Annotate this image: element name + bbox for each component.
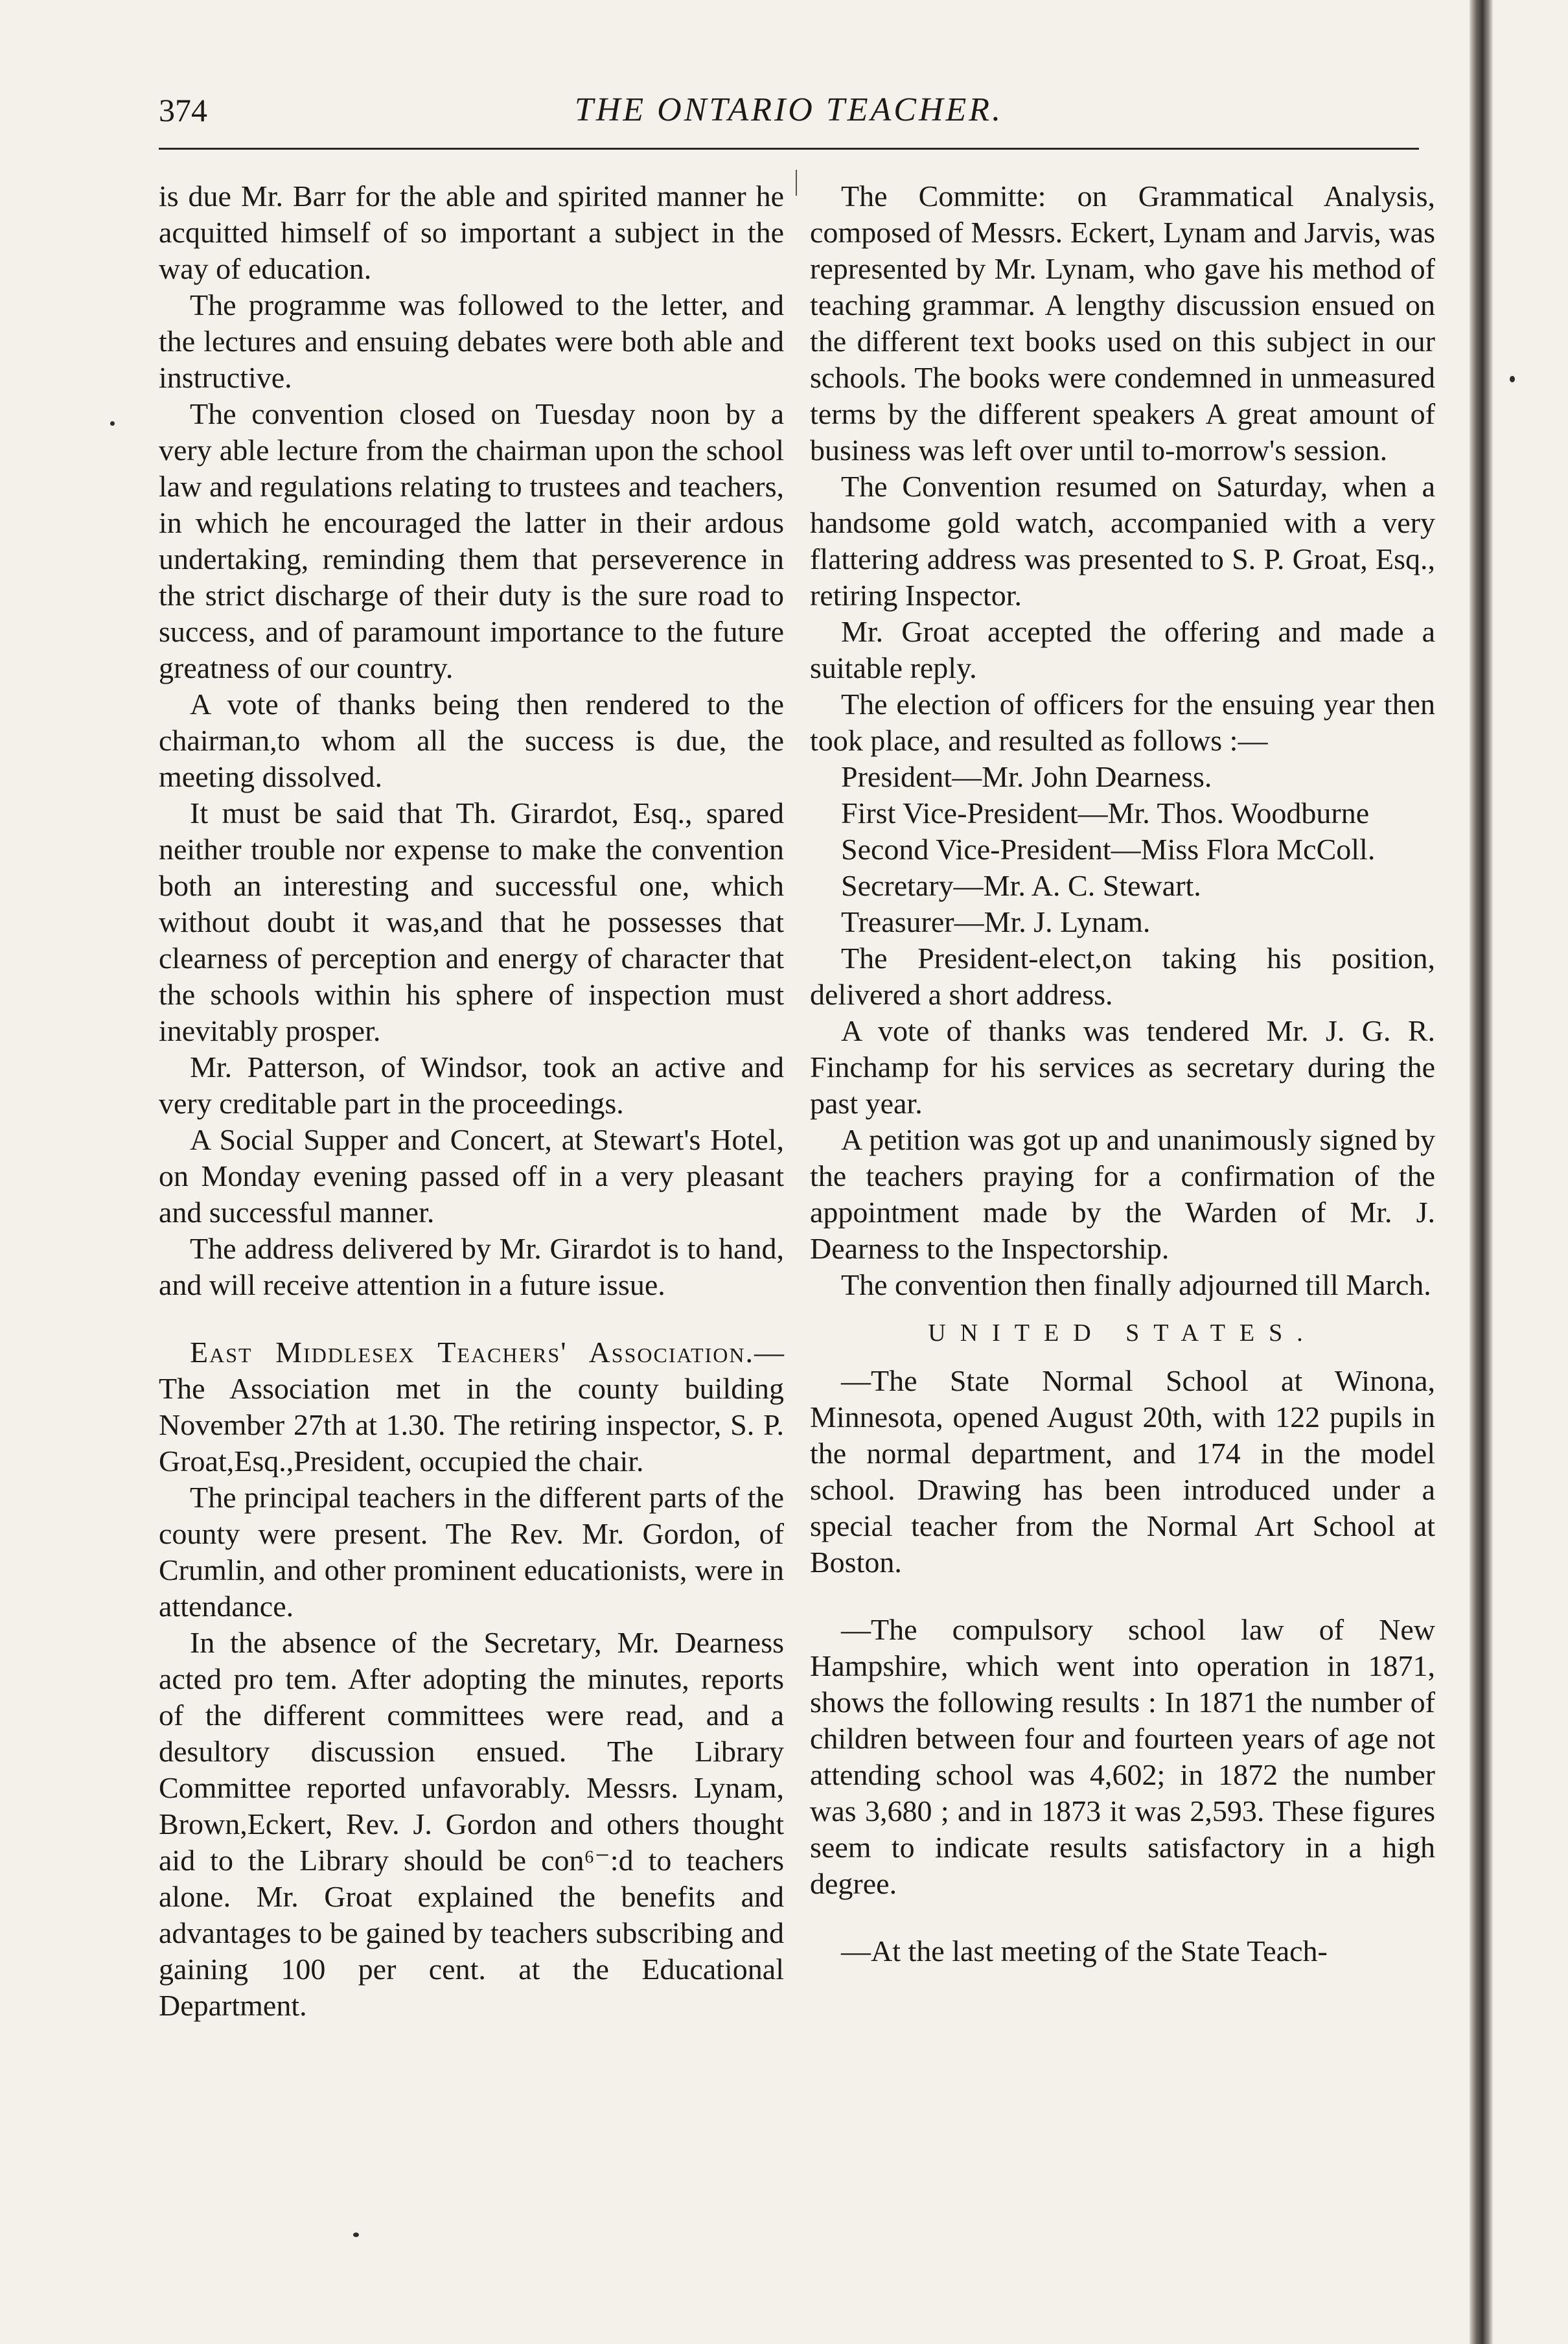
ink-speck	[353, 2233, 359, 2237]
officer-line: Treasurer—Mr. J. Lynam.	[841, 905, 1151, 938]
paragraph: A vote of thanks was tendered Mr. J. G. R. Finchamp for his services as secretary during the past year.	[810, 1014, 1435, 1120]
officer-line: First Vice-President—Mr. Thos. Woodburne	[841, 796, 1370, 830]
paragraph: A Social Supper and Concert, at Stewart's Hotel, on Monday evening passed off in a very pleasant and successful manner.	[159, 1123, 784, 1229]
right-column	[810, 178, 1435, 1969]
east-middlesex-heading: East Middlesex Teachers' Association.	[190, 1336, 754, 1369]
paragraph: The election of officers for the ensuing year then took place, and resulted as follows :—	[810, 688, 1435, 757]
east-middlesex-opening: —The Association met in the county building November 27th at 1.30. The retiring inspector, S. P. Groat,Esq.,President, occupied the chair.	[159, 1336, 784, 1478]
paragraph: The convention closed on Tuesday noon by a very able lecture from the chairman upon the school law and regulations relating to trustees and teachers, in which he encouraged the latter in their ardous undertaking, reminding them that perseverence in the strict discharge of their duty is the sure road to success, and of paramount importance to the future greatness of our country.	[159, 397, 784, 684]
paragraph: The principal teachers in the different parts of the county were present. The Rev. Mr. Gordon, of Crumlin, and other prominent educationists, were in attendance.	[159, 1481, 784, 1623]
page-number: 374	[159, 92, 207, 128]
page-header	[159, 87, 1419, 146]
paragraph: Mr. Groat accepted the offering and made a suitable reply.	[810, 615, 1435, 684]
header-rule	[159, 148, 1419, 150]
paragraph: The programme was followed to the letter, and the lectures and ensuing debates were both able and instructive.	[159, 288, 784, 394]
paragraph: is due Mr. Barr for the able and spirited manner he acquitted himself of so important a subject in the way of education.	[159, 180, 784, 285]
paragraph: The President-elect,on taking his position, delivered a short address.	[810, 942, 1435, 1011]
page-binding-edge	[1470, 0, 1493, 2344]
paragraph: —The State Normal School at Winona, Minnesota, opened August 20th, with 122 pupils in the normal department, and 174 in the model school. Drawing has been introduced under a special teacher from the Normal Art School at Boston.	[810, 1364, 1435, 1579]
paragraph: A vote of thanks being then rendered to the chairman,to whom all the success is due, the meeting dissolved.	[159, 688, 784, 793]
paragraph: The address delivered by Mr. Girardot is to hand, and will receive attention in a future issue.	[159, 1232, 784, 1301]
left-column	[159, 178, 784, 2024]
paragraph: It must be said that Th. Girardot, Esq., spared neither trouble nor expense to make the convention both an interesting and successful one, which without doubt it was,and that he possesses that clearness of perception and energy of character that the schools within his sphere of inspection must inevitably prosper.	[159, 796, 784, 1047]
ink-speck	[1510, 376, 1515, 382]
running-head: THE ONTARIO TEACHER.	[574, 91, 1004, 128]
east-middlesex-intro	[159, 1334, 784, 1480]
ink-speck	[110, 421, 115, 426]
officer-line: Secretary—Mr. A. C. Stewart.	[841, 869, 1201, 902]
paragraph: —At the last meeting of the State Teach-	[841, 1934, 1328, 1967]
paragraph: The convention then finally adjourned till March.	[841, 1268, 1431, 1301]
paragraph: —The compulsory school law of New Hampshire, which went into operation in 1871, shows the following results : In 1871 the number of children between four and fourteen years of age not attending school was 4,602; in 1872 the number was 3,680 ; and in 1873 it was 2,593. These figures seem to indicate results satisfactory in a high degree.	[810, 1613, 1435, 1900]
paragraph: A petition was got up and unanimously signed by the teachers praying for a confirmation of the appointment made by the Warden of Mr. J. Dearness to the Inspectorship.	[810, 1123, 1435, 1265]
paragraph: Mr. Patterson, of Windsor, took an active and very creditable part in the proceedings.	[159, 1050, 784, 1120]
officer-line: Second Vice-President—Miss Flora McColl.	[841, 833, 1376, 866]
paragraph: The Convention resumed on Saturday, when a handsome gold watch, accompanied with a very flattering address was presented to S. P. Groat, Esq., retiring Inspector.	[810, 470, 1435, 612]
column-divider-mark	[796, 170, 797, 196]
officer-line: President—Mr. John Dearness.	[841, 760, 1212, 793]
paragraph: In the absence of the Secretary, Mr. Dearness acted pro tem. After adopting the minutes, reports of the different committees were read, and a desultory discussion ensued. The Library Committee reported unfavorably. Messrs. Lynam, Brown,Eckert, Rev. J. Gordon and others thought aid to the Library should be con⁶⁻:d to teachers alone. Mr. Groat explained the benefits and advantages to be gained by teachers subscribing and gaining 100 per cent. at the Educational Department.	[159, 1626, 784, 2022]
section-heading-united-states: UNITED STATES.	[928, 1319, 1317, 1347]
paragraph: The Committe: on Grammatical Analysis, composed of Messrs. Eckert, Lynam and Jarvis, was represented by Mr. Lynam, who gave his method of teaching grammar. A lengthy discussion ensued on the different text books used on this subject in our schools. The books were condemned in unmeasured terms by the different speakers A great amount of business was left over until to-morrow's session.	[810, 180, 1435, 467]
